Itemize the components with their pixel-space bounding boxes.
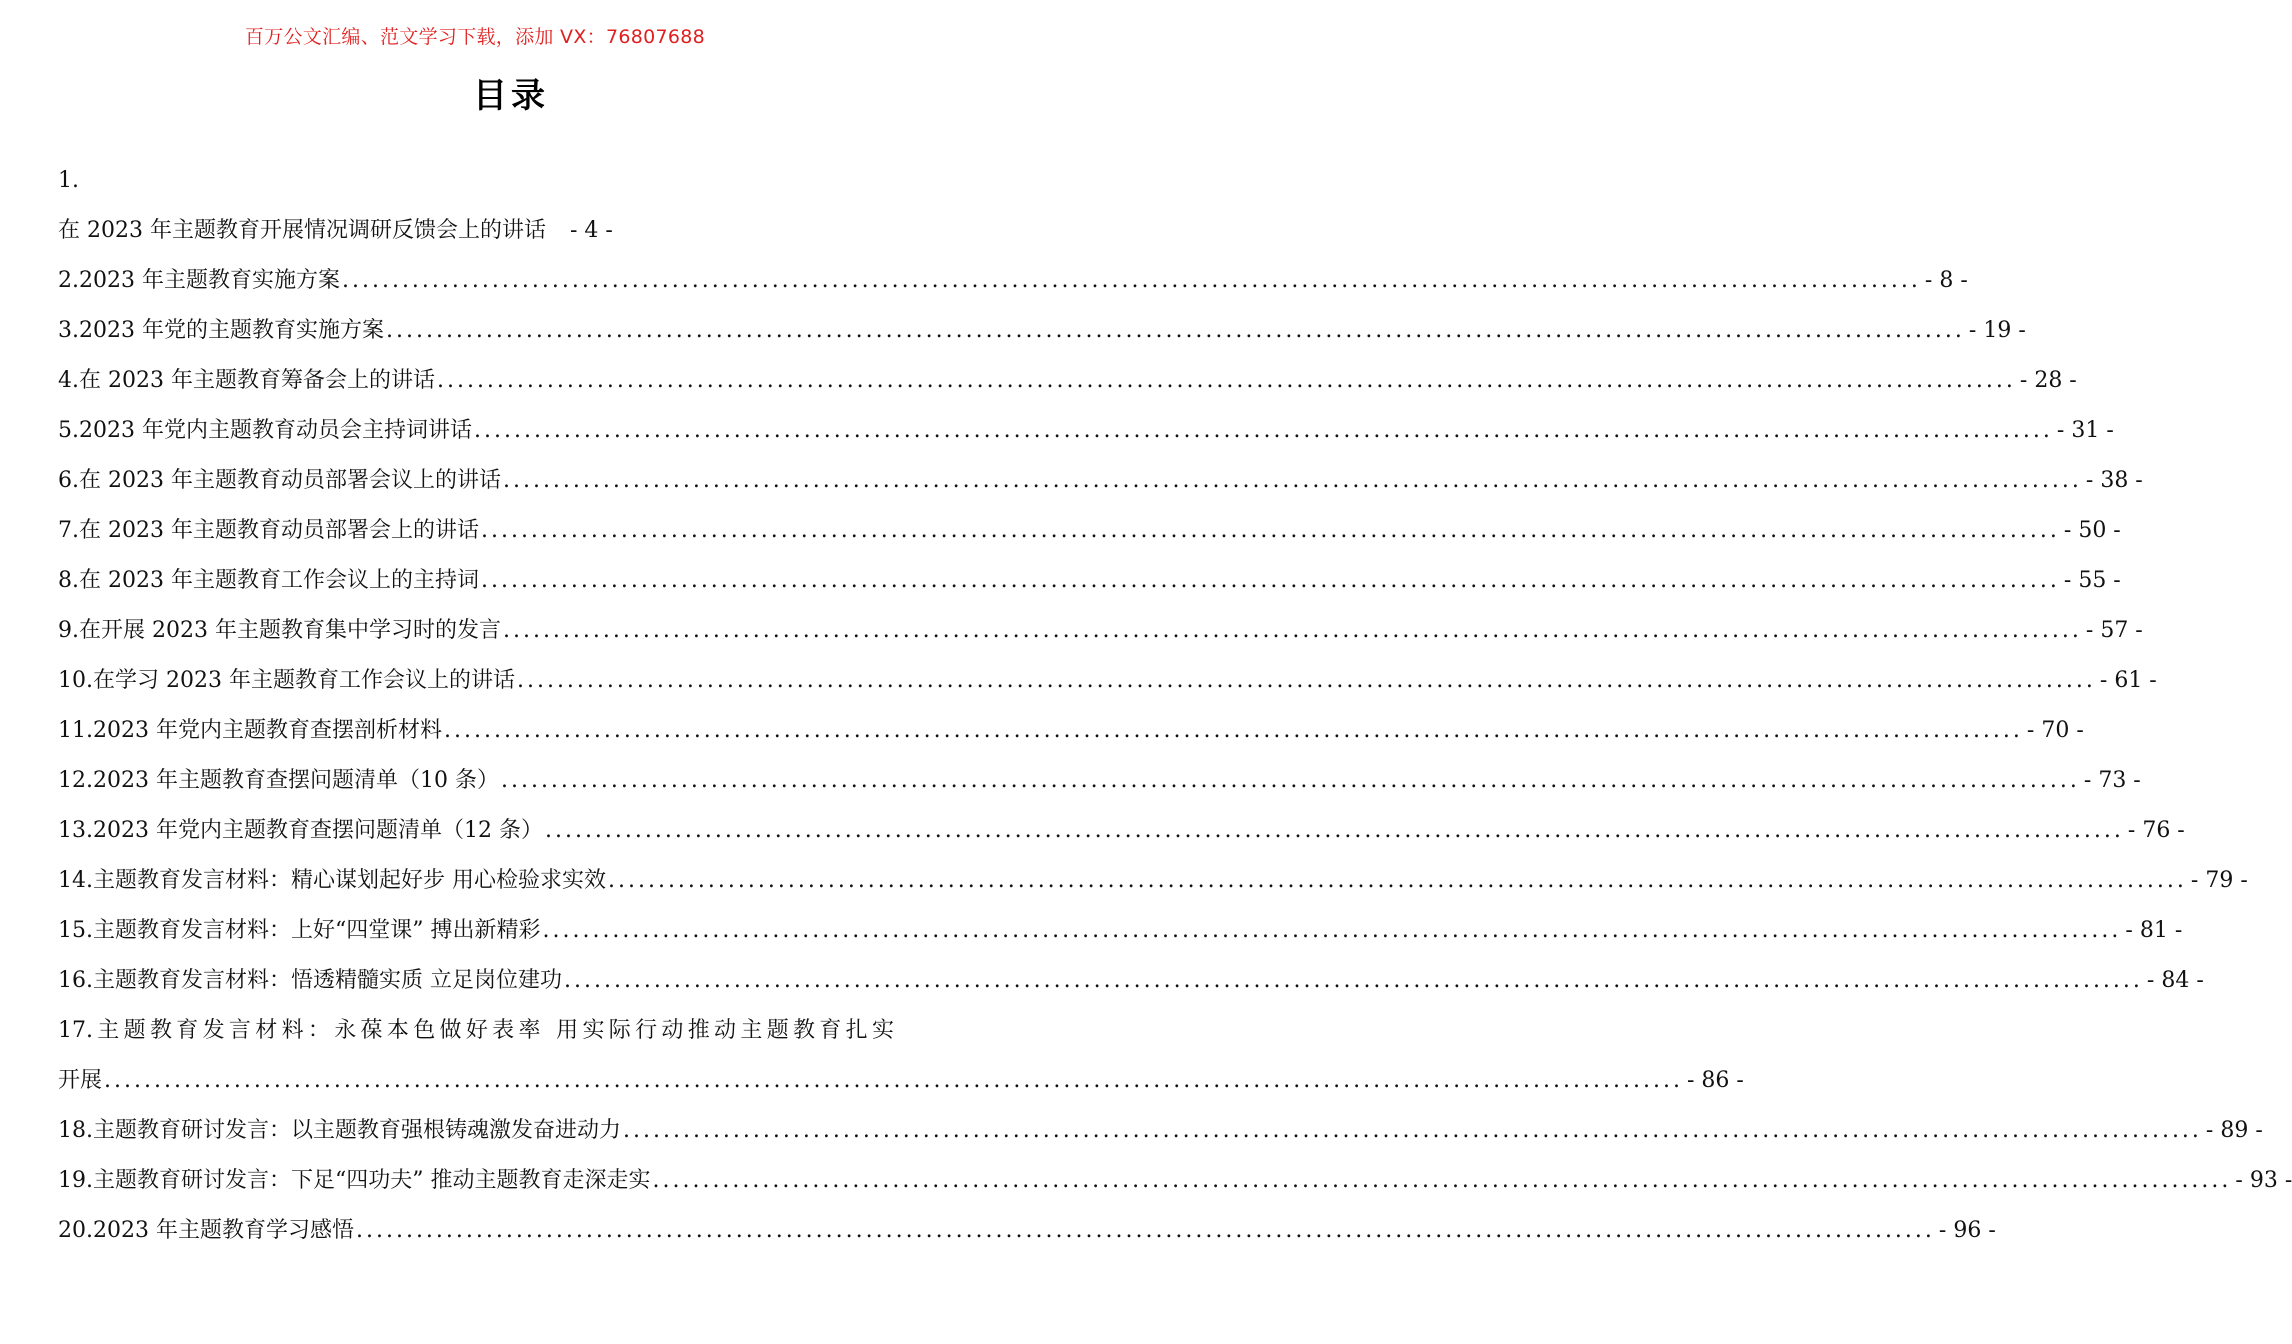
toc-item-title: 18.主题教育研讨发言：以主题教育强根铸魂激发奋进动力 <box>58 1118 621 1143</box>
toc-entry[interactable] <box>58 462 2143 512</box>
toc-entry[interactable] <box>58 312 2026 362</box>
toc-dot-leader <box>501 762 2080 800</box>
toc-dot-leader <box>503 612 2082 650</box>
toc-item-title: 8.在 2023 年主题教育工作会议上的主持词 <box>58 568 479 593</box>
toc-item-17-line-2[interactable] <box>58 1062 1744 1112</box>
toc-dot-leader <box>542 912 2121 950</box>
toc-item-page: - 81 - <box>2125 918 2183 943</box>
toc-item-1-number <box>58 162 894 212</box>
page-title: 目录 <box>473 76 549 116</box>
toc-entry[interactable] <box>58 512 2121 562</box>
toc-item-page: - 93 - <box>2235 1168 2292 1193</box>
toc-dot-leader <box>474 412 2053 450</box>
toc-entry[interactable] <box>58 562 2121 612</box>
toc-item-page: - 96 - <box>1938 1218 1996 1243</box>
toc-item-page: - 57 - <box>2085 618 2143 643</box>
toc-item-title: 16.主题教育发言材料：悟透精髓实质 立足岗位建功 <box>58 968 562 993</box>
toc-entry[interactable] <box>58 412 2114 462</box>
toc-entry[interactable] <box>58 862 2248 912</box>
toc-entry[interactable] <box>58 962 2204 1012</box>
toc-entries-group-1 <box>58 262 2248 1012</box>
toc-dot-leader <box>437 362 2016 400</box>
toc-item-page: - 4 - <box>569 218 613 243</box>
toc-entry[interactable] <box>58 662 2157 712</box>
toc-dot-leader <box>444 712 2023 750</box>
toc-item-title: 13.2023 年党内主题教育查摆问题清单（12 条） <box>58 818 543 843</box>
toc-item-title: 11.2023 年党内主题教育查摆剖析材料 <box>58 718 442 743</box>
toc-item-title: 2.2023 年主题教育实施方案 <box>58 268 340 293</box>
toc-item-title: 6.在 2023 年主题教育动员部署会议上的讲话 <box>58 468 501 493</box>
toc-entry[interactable] <box>58 762 2141 812</box>
toc-item-title: 14.主题教育发言材料：精心谋划起好步 用心检验求实效 <box>58 868 606 893</box>
toc-dot-leader <box>104 1062 1683 1100</box>
toc-item-title: 9.在开展 2023 年主题教育集中学习时的发言 <box>58 618 501 643</box>
toc-item-title: 17.主题教育发言材料：永葆本色做好表率 用实际行动推动主题教育扎实 <box>58 1018 894 1043</box>
toc-dot-leader <box>503 462 2082 500</box>
toc-item-page: - 89 - <box>2205 1118 2263 1143</box>
toc-dot-leader <box>608 862 2187 900</box>
toc-item-title: 19.主题教育研讨发言：下足“四功夫” 推动主题教育走深走实 <box>58 1168 651 1193</box>
toc-item-page: - 79 - <box>2190 868 2248 893</box>
toc-item-page: - 19 - <box>1968 318 2026 343</box>
toc-entry[interactable] <box>58 362 2077 412</box>
toc-entry[interactable] <box>58 712 2084 762</box>
toc-dot-leader <box>517 662 2096 700</box>
toc-entry[interactable] <box>58 1112 2263 1162</box>
toc-item-17-line-1[interactable] <box>58 1012 894 1062</box>
toc-item-page: - 8 - <box>1924 268 1968 293</box>
toc-dot-leader <box>564 962 2143 1000</box>
toc-entries-group-2 <box>58 1112 2292 1262</box>
toc-item-page: - 28 - <box>2019 368 2077 393</box>
toc-dot-leader <box>481 562 2060 600</box>
table-of-contents <box>58 162 2292 1262</box>
toc-item-page: - 55 - <box>2063 568 2121 593</box>
toc-entry[interactable] <box>58 262 1968 312</box>
toc-dot-leader <box>623 1112 2202 1150</box>
toc-item-title: 12.2023 年主题教育查摆问题清单（10 条） <box>58 768 499 793</box>
toc-entry[interactable] <box>58 612 2143 662</box>
promo-banner: 百万公文汇编、范文学习下载，添加 VX：76807688 <box>244 26 706 48</box>
toc-item-title: 20.2023 年主题教育学习感悟 <box>58 1218 354 1243</box>
toc-dot-leader <box>481 512 2060 550</box>
toc-entry[interactable] <box>58 1212 1996 1262</box>
toc-entry[interactable] <box>58 812 2185 862</box>
toc-item-title: 开展 <box>58 1068 103 1093</box>
toc-item-title: 10.在学习 2023 年主题教育工作会议上的讲话 <box>58 668 515 693</box>
toc-dot-leader <box>545 812 2124 850</box>
toc-item-title: 15.主题教育发言材料：上好“四堂课” 搏出新精彩 <box>58 918 541 943</box>
toc-dot-leader <box>652 1162 2231 1200</box>
toc-entry[interactable] <box>58 912 2183 962</box>
toc-item-page: - 31 - <box>2056 418 2114 443</box>
toc-item-page: - 38 - <box>2085 468 2143 493</box>
toc-item-title: 在 2023 年主题教育开展情况调研反馈会上的讲话 <box>58 218 546 243</box>
toc-item-title: 7.在 2023 年主题教育动员部署会上的讲话 <box>58 518 479 543</box>
toc-entry[interactable] <box>58 1162 2292 1212</box>
toc-dot-leader <box>356 1212 1935 1250</box>
toc-item-title: 3.2023 年党的主题教育实施方案 <box>58 318 384 343</box>
toc-item-page: - 70 - <box>2026 718 2084 743</box>
toc-item-page: - 84 - <box>2146 968 2204 993</box>
toc-item-page: - 76 - <box>2127 818 2185 843</box>
toc-item-page: - 50 - <box>2063 518 2121 543</box>
toc-dot-leader <box>386 312 1965 350</box>
toc-item-page: - 86 - <box>1686 1068 1744 1093</box>
toc-item-number: 1. <box>58 168 79 193</box>
toc-item-page: - 61 - <box>2099 668 2157 693</box>
toc-dot-leader <box>342 262 1921 300</box>
toc-item-title: 4.在 2023 年主题教育筹备会上的讲话 <box>58 368 435 393</box>
toc-item-title: 5.2023 年党内主题教育动员会主持词讲话 <box>58 418 472 443</box>
toc-item-1[interactable] <box>58 212 894 262</box>
toc-item-page: - 73 - <box>2083 768 2141 793</box>
